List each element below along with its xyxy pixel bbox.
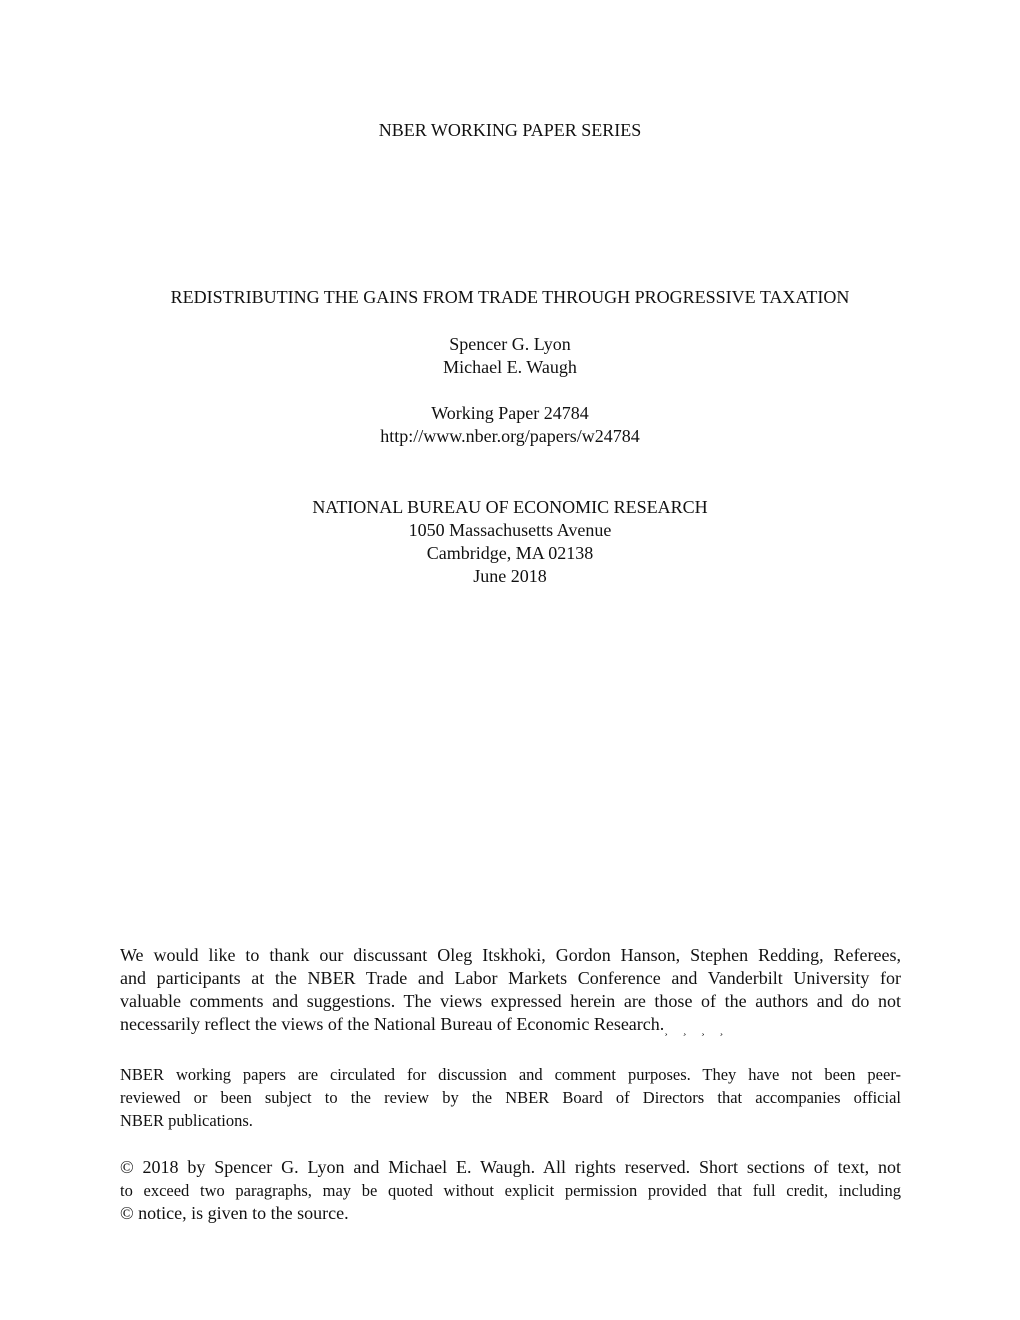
working-paper-url: http://www.nber.org/papers/w24784 (380, 426, 640, 446)
acknowledgments-paragraph (120, 944, 901, 1042)
trailing-marks: ¸ ¸ ¸ ¸ (664, 1024, 730, 1036)
acknowledgments-line: necessarily reflect the views of the National Bureau of Economic Research. (120, 1014, 665, 1034)
author-list (0, 333, 1020, 379)
institution-city: Cambridge, MA 02138 (426, 543, 594, 563)
author-name: Michael E. Waugh (443, 357, 577, 377)
paper-title (0, 286, 1020, 309)
working-paper-info (0, 402, 1020, 448)
series-heading (0, 119, 1020, 142)
institution-name: NATIONAL BUREAU OF ECONOMIC RESEARCH (312, 497, 708, 517)
institution-block (0, 496, 1020, 588)
acknowledgments-line: valuable comments and suggestions. The views expressed herein are those of the authors and do not (120, 991, 901, 1011)
copyright-paragraph (120, 1156, 901, 1225)
copyright-line: to exceed two paragraphs, may be quoted without explicit permission provided that full credit, including (120, 1181, 901, 1200)
acknowledgments-line: We would like to thank our discussant Oleg Itskhoki, Gordon Hanson, Stephen Redding, Referees, (120, 945, 901, 965)
disclaimer-line: reviewed or been subject to the review by the NBER Board of Directors that accompanies official (120, 1088, 901, 1107)
acknowledgments-last-line (120, 1013, 901, 1042)
paper-title-text: REDISTRIBUTING THE GAINS FROM TRADE THROUGH PROGRESSIVE TAXATION (170, 287, 850, 307)
series-label: NBER WORKING PAPER SERIES (378, 120, 642, 140)
copyright-line: © notice, is given to the source. (120, 1203, 349, 1223)
publication-date: June 2018 (473, 566, 547, 586)
acknowledgments-line: and participants at the NBER Trade and Labor Markets Conference and Vanderbilt University for (120, 968, 901, 988)
institution-street: 1050 Massachusetts Avenue (408, 520, 612, 540)
copyright-line: © 2018 by Spencer G. Lyon and Michael E. Waugh. All rights reserved. Short sections of text, not (120, 1157, 901, 1177)
disclaimer-line: NBER working papers are circulated for discussion and comment purposes. They have not been peer- (120, 1065, 901, 1084)
disclaimer-paragraph (120, 1063, 901, 1132)
working-paper-number: Working Paper 24784 (431, 403, 589, 423)
disclaimer-line: NBER publications. (120, 1111, 253, 1130)
author-name: Spencer G. Lyon (449, 334, 571, 354)
